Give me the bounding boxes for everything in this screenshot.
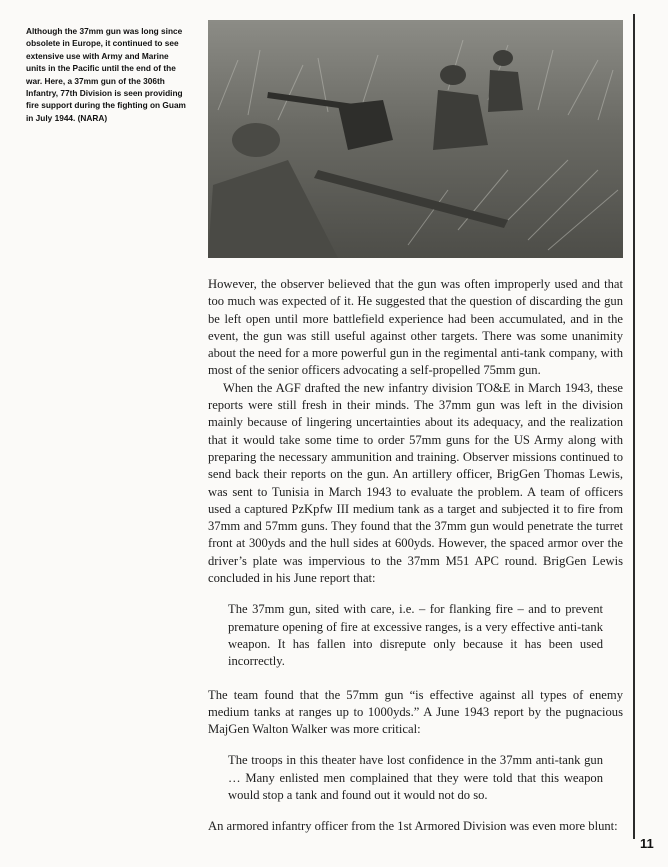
main-text	[208, 276, 623, 836]
block-quote-2: The troops in this theater have lost confidence in the 37mm anti-tank gun … Many enlisted men complained that they were told that this weapon would stop a tank and found out it would not do so.	[228, 753, 603, 803]
page-number: 11	[640, 836, 654, 851]
paragraph-3: The team found that the 57mm gun “is effective against all types of enemy medium tanks at ranges up to 1000yds.” A June 1943 report by the pugnacious MajGen Walton Walker was more critical:	[208, 687, 623, 737]
page-edge-rule	[633, 14, 635, 839]
paragraph-1: However, the observer believed that the gun was often improperly used and that too much was expected of it. He suggested that the question of discarding the gun be left open until more battlefield experience had been accumulated, and in the event, the gun was still useful against other targets. There was some unanimity about the need for a more powerful gun in the regimental anti-tank company, with most of the senior officers advocating a self-propelled 75mm gun.	[208, 277, 623, 378]
photo-37mm-gun-guam	[208, 20, 623, 258]
photo-caption: Although the 37mm gun was long since obsolete in Europe, it continued to see extensive use with Army and Marine units in the Pacific until the end of the war. Here, a 37mm gun of the 306th Infantry, 77th Division is seen providing fire support during the fighting on Guam in July 1944. (NARA)	[26, 26, 186, 123]
block-quote-1: The 37mm gun, sited with care, i.e. – for flanking fire – and to prevent premature opening of fire at excessive ranges, is a very effective anti-tank weapon. It has fallen into disrepute only because it has been used incorrectly.	[228, 602, 603, 669]
paragraph-4: An armored infantry officer from the 1st Armored Division was even more blunt:	[208, 819, 618, 834]
paragraph-2: When the AGF drafted the new infantry division TO&E in March 1943, these reports were still fresh in their minds. The 37mm gun was left in the division mainly because of lingering uncertainties about its adequacy, and the realization that it would take some time to order 57mm guns for the US Army along with preparing the necessary ammunition and training. Observer missions continued to send back their reports on the gun. An artillery officer, BrigGen Thomas Lewis, was sent to Tunisia in March 1943 to evaluate the problem. A team of officers used a captured PzKpfw III medium tank as a target and subjected it to fire from 37mm and 57mm guns. They found that the 37mm gun would penetrate the turret front at 300yds and the hull sides at 600yds. However, the spaced armor over the driver’s plate was impervious to the 37mm M51 APC round. BrigGen Lewis concluded in his June report that:	[208, 380, 623, 586]
